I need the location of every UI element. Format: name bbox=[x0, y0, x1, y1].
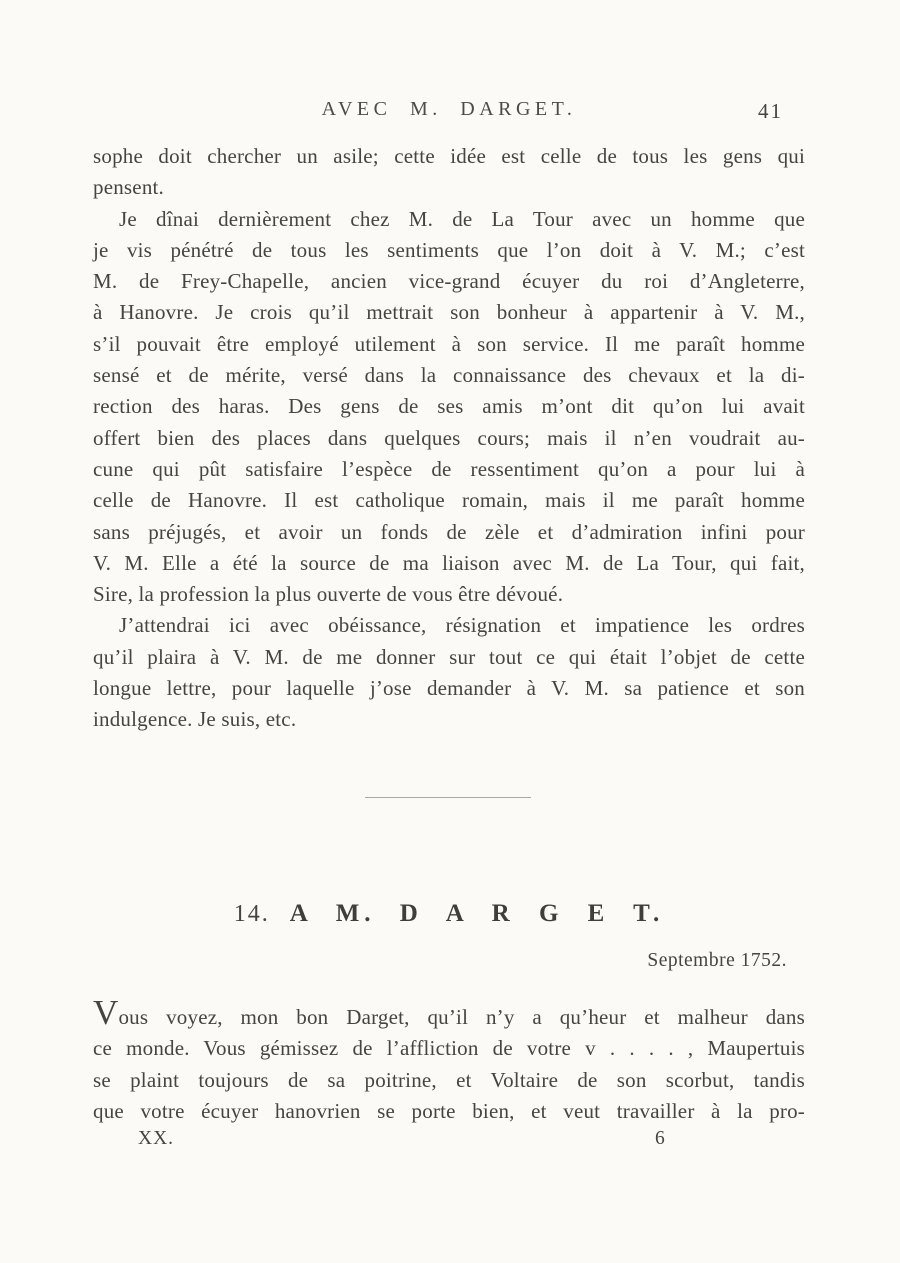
text-line: V. M. Elle a été la source de ma liaison avec M. de La Tour, qui fait, bbox=[93, 550, 805, 575]
page-footer bbox=[93, 1128, 805, 1158]
text-line: M. de Frey-Chapelle, ancien vice-grand écuyer du roi d’Angleterre, bbox=[93, 269, 805, 294]
text-line bbox=[93, 993, 805, 1033]
section-divider bbox=[365, 797, 531, 798]
running-header-title: AVEC M. DARGET. bbox=[321, 98, 577, 120]
text-line: sans préjugés, et avoir un fonds de zèle et d’admiration infini pour bbox=[93, 519, 805, 544]
text-line: celle de Hanovre. Il est catholique romain, mais il me paraît homme bbox=[93, 488, 805, 513]
text-line: que votre écuyer hanovrien se porte bien, et veut travailler à la pro- bbox=[93, 1098, 805, 1123]
text-line: pensent. bbox=[93, 175, 164, 200]
letter-number: 14. bbox=[233, 901, 270, 927]
text-line: Je dînai dernièrement chez M. de La Tour avec un homme que bbox=[119, 206, 805, 231]
text-line: ce monde. Vous gémissez de l’affliction de votre v . . . . , Maupertuis bbox=[93, 1036, 805, 1061]
letter-14-body bbox=[93, 993, 805, 1127]
letter-title: A M. D A R G E T. bbox=[289, 900, 665, 927]
running-header bbox=[93, 98, 805, 130]
text-line: s’il pouvait être employé utilement à son service. Il me paraît homme bbox=[93, 331, 805, 356]
paragraph bbox=[93, 610, 805, 735]
text-line: sophe doit chercher un asile; cette idée est celle de tous les gens qui bbox=[93, 144, 805, 168]
text-line: offert bien des places dans quelques cours; mais il n’en voudrait au- bbox=[93, 425, 805, 450]
text-line: longue lettre, pour laquelle j’ose demander à V. M. sa patience et son bbox=[93, 676, 805, 701]
page-number: 41 bbox=[758, 99, 783, 123]
paragraph bbox=[93, 141, 805, 204]
text-line: Sire, la profession la plus ouverte de vous être dévoué. bbox=[93, 582, 564, 607]
text-line: qu’il plaira à V. M. de me donner sur tout ce qui était l’objet de cette bbox=[93, 644, 805, 669]
letter-heading bbox=[93, 896, 805, 935]
text-line: sensé et de mérite, versé dans la connaissance des chevaux et la di- bbox=[93, 363, 805, 388]
date-line: Septembre 1752. bbox=[647, 950, 787, 971]
text-line: je vis pénétré de tous les sentiments que l’on doit à V. M.; c’est bbox=[93, 237, 805, 262]
text-line-content: ous voyez, mon bon Darget, qu’il n’y a qu’heur et malheur dans bbox=[118, 1005, 805, 1029]
text-line: rection des haras. Des gens de ses amis m’ont dit qu’on lui avait bbox=[93, 394, 805, 419]
text-line: indulgence. Je suis, etc. bbox=[93, 707, 297, 732]
paragraph bbox=[93, 204, 805, 611]
volume-signature: XX. bbox=[138, 1128, 175, 1149]
text-line: à Hanovre. Je crois qu’il mettrait son bonheur à appartenir à V. M., bbox=[93, 300, 805, 325]
text-line: se plaint toujours de sa poitrine, et Voltaire de son scorbut, tandis bbox=[93, 1067, 805, 1092]
drop-cap-initial: V bbox=[93, 993, 119, 1032]
text-line: cune qui pût satisfaire l’espèce de ressentiment qu’on a pour lui à bbox=[93, 456, 805, 481]
text-line: J’attendrai ici avec obéissance, résignation et impatience les ordres bbox=[119, 613, 805, 638]
sheet-signature: 6 bbox=[655, 1128, 665, 1149]
letter-13-body bbox=[93, 141, 805, 736]
